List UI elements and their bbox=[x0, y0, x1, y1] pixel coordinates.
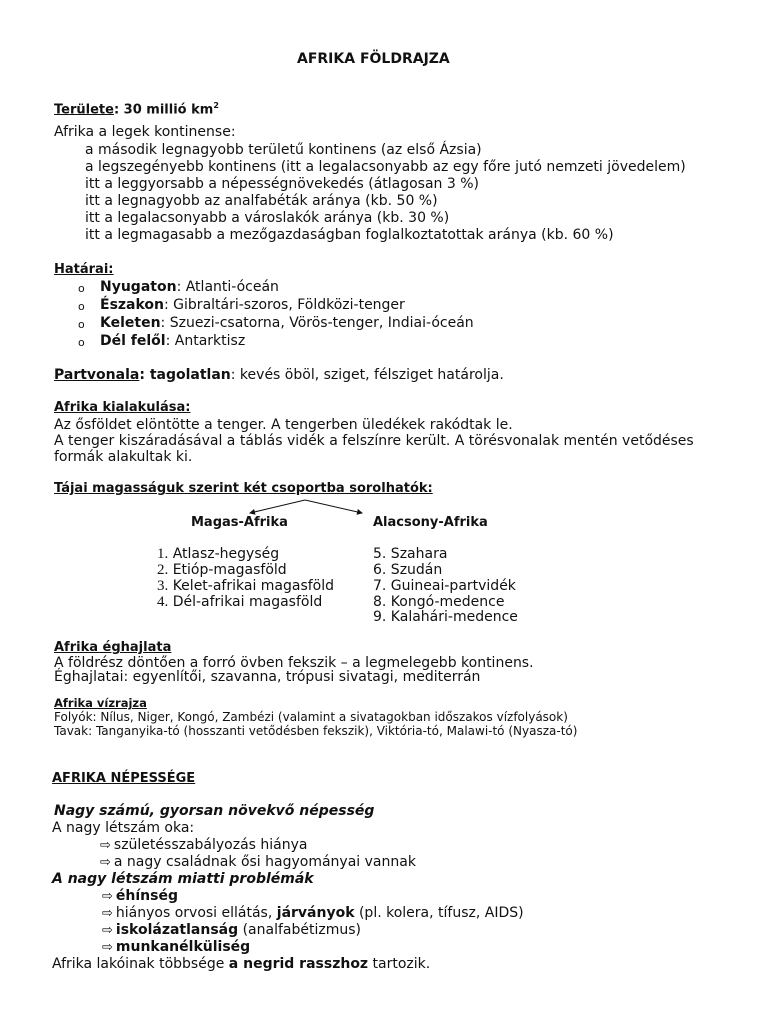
problem-item: ⇨ hiányos orvosi ellátás, járványok (pl. kolera, tífusz, AIDS) bbox=[102, 905, 524, 921]
arrow-right bbox=[305, 500, 362, 513]
area-value: : 30 millió km bbox=[113, 102, 214, 118]
legek-item: itt a legalacsonyabb a városlakók aránya (kb. 30 %) bbox=[85, 210, 450, 226]
population-last-line: Afrika lakóinak többsége a negrid rasszhoz tartozik. bbox=[52, 956, 431, 972]
water-line: Folyók: Nílus, Niger, Kongó, Zambézi (valamint a sivatagokban időszakos vízfolyások) bbox=[54, 710, 568, 724]
border-item: Nyugaton: Atlanti-óceán bbox=[100, 279, 279, 295]
arrow-icon: ⇨ bbox=[102, 940, 113, 955]
arrow-icon: ⇨ bbox=[102, 906, 113, 921]
formation-line: formák alakultak ki. bbox=[54, 449, 193, 465]
reason-intro: A nagy létszám oka: bbox=[52, 820, 195, 836]
population-heading: AFRIKA NÉPESSÉGE bbox=[52, 771, 196, 786]
formation-line: Az ősföldet elöntötte a tenger. A tengerben üledékek rakódtak le. bbox=[54, 417, 513, 433]
low-item: 5. Szahara bbox=[373, 546, 448, 562]
borders-heading: Határai: bbox=[54, 262, 114, 277]
population-sub2: A nagy létszám miatti problémák bbox=[52, 871, 314, 887]
low-item: 6. Szudán bbox=[373, 562, 443, 578]
low-item: 9. Kalahári-medence bbox=[373, 609, 518, 625]
formation-heading: Afrika kialakulása: bbox=[54, 400, 191, 415]
water-heading: Afrika vízrajza bbox=[54, 696, 147, 710]
reason-item: ⇨ születésszabályozás hiánya bbox=[100, 837, 308, 853]
population-sub1: Nagy számú, gyorsan növekvő népesség bbox=[54, 803, 375, 819]
legek-item: itt a legnagyobb az analfabéták aránya (kb. 50 %) bbox=[85, 193, 438, 209]
area-label: Területe bbox=[54, 102, 114, 118]
low-item: 7. Guineai-partvidék bbox=[373, 578, 516, 594]
arrow-left bbox=[250, 500, 305, 513]
problem-item: ⇨ munkanélküliség bbox=[102, 939, 251, 955]
high-item: 2. Etióp-magasföld bbox=[157, 562, 287, 578]
arrow-icon: ⇨ bbox=[100, 838, 111, 853]
climate-line: A földrész döntően a forró övben fekszik – a legmelegebb kontinens. bbox=[54, 655, 534, 671]
border-item: Északon: Gibraltári-szoros, Földközi-tenger bbox=[100, 297, 405, 313]
arrow-icon: ⇨ bbox=[102, 889, 113, 904]
border-item: Keleten: Szuezi-csatorna, Vörös-tenger, Indiai-óceán bbox=[100, 315, 474, 331]
bullet-icon: o bbox=[78, 282, 85, 295]
area-sup: 2 bbox=[213, 101, 219, 110]
legek-item: itt a leggyorsabb a népességnövekedés (átlagosan 3 %) bbox=[85, 176, 480, 192]
climate-heading: Afrika éghajlata bbox=[54, 640, 172, 655]
high-item: 1. Atlasz-hegység bbox=[157, 546, 280, 562]
water-line: Tavak: Tanganyika-tó (hosszanti vetődésben fekszik), Viktória-tó, Malawi-tó (Nyasza-tó) bbox=[54, 724, 578, 738]
coast-line: Partvonala: tagolatlan: kevés öböl, sziget, félsziget határolja. bbox=[54, 367, 504, 383]
low-africa-title: Alacsony-Afrika bbox=[373, 515, 488, 530]
legek-intro: Afrika a legek kontinense: bbox=[54, 124, 236, 140]
legek-item: a második legnagyobb területű kontinens (az első Ázsia) bbox=[85, 142, 482, 158]
high-item: 3. Kelet-afrikai magasföld bbox=[157, 578, 335, 594]
bullet-icon: o bbox=[78, 336, 85, 349]
reason-item: ⇨ a nagy családnak ősi hagyományai vannak bbox=[100, 854, 416, 870]
border-item: Dél felől: Antarktisz bbox=[100, 333, 246, 349]
regions-heading: Tájai magasságuk szerint két csoportba sorolhatók: bbox=[54, 481, 433, 496]
formation-line: A tenger kiszáradásával a táblás vidék a felszínre került. A törésvonalak mentén vetődéses bbox=[54, 433, 694, 449]
high-africa-title: Magas-Afrika bbox=[191, 515, 288, 530]
climate-line: Éghajlatai: egyenlítői, szavanna, trópusi sivatagi, mediterrán bbox=[54, 669, 481, 685]
low-item: 8. Kongó-medence bbox=[373, 594, 505, 610]
arrow-icon: ⇨ bbox=[102, 923, 113, 938]
bullet-icon: o bbox=[78, 300, 85, 313]
arrow-icon: ⇨ bbox=[100, 855, 111, 870]
page-title: AFRIKA FÖLDRAJZA bbox=[297, 51, 450, 67]
bullet-icon: o bbox=[78, 318, 85, 331]
legek-item: a legszegényebb kontinens (itt a legalacsonyabb az egy főre jutó nemzeti jövedelem) bbox=[85, 159, 686, 175]
legek-item: itt a legmagasabb a mezőgazdaságban foglalkoztatottak aránya (kb. 60 %) bbox=[85, 227, 614, 243]
high-item: 4. Dél-afrikai magasföld bbox=[157, 594, 323, 610]
problem-item: ⇨ éhínség bbox=[102, 888, 178, 904]
problem-item: ⇨ iskolázatlanság (analfabétizmus) bbox=[102, 922, 361, 938]
